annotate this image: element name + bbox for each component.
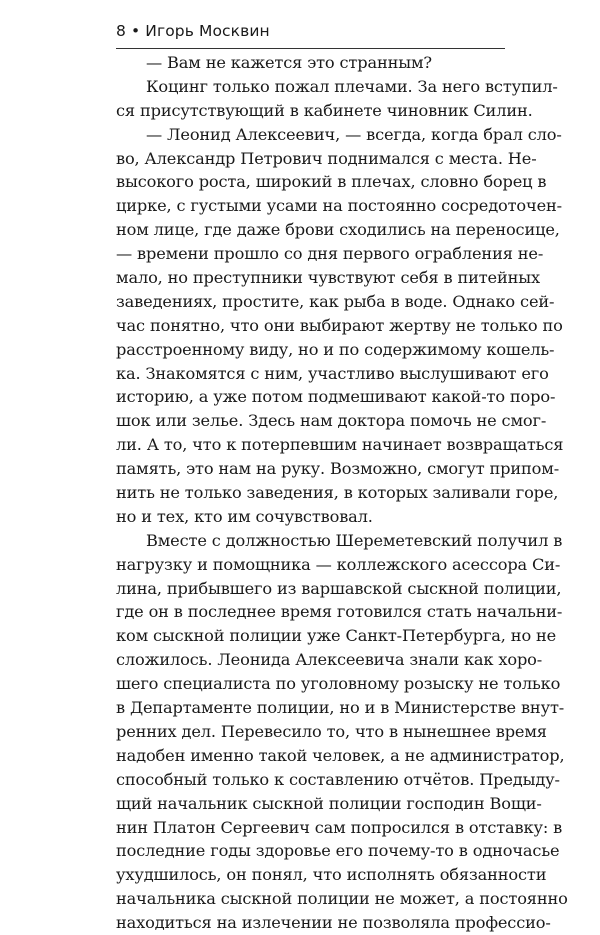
text-line: ухудшилось, он понял, что исполнять обязанности	[116, 865, 547, 885]
text-line: щий начальник сыскной полиции господин Вощи-	[116, 793, 542, 813]
text-line: час понятно, что они выбирают жертву не только по	[116, 315, 563, 335]
body-text	[116, 51, 568, 935]
text-line: находиться на излечении не позволяла профессио-	[116, 913, 551, 933]
text-line: ном лице, где даже брови сходились на переносице,	[116, 220, 560, 240]
text-line: в Департаменте полиции, но и в Министерстве внут-	[116, 698, 565, 718]
text-line: историю, а уже потом подмешивают какой-то порo-	[116, 387, 556, 407]
text-line: Вместе с должностью Шереметевский получил в	[146, 530, 563, 550]
text-line: ли. А то, что к потерпевшим начинает возвращаться	[116, 435, 564, 455]
text-line: нить не только заведения, в которых заливали горе,	[116, 483, 559, 503]
text-line: лина, прибывшего из варшавской сыскной полиции,	[116, 578, 562, 598]
text-line: высокого роста, широкий в плечах, словно борец в	[116, 172, 547, 192]
text-line: Коцинг только пожал плечами. За него вступил-	[146, 76, 558, 96]
text-line: — времени прошло со дня первого ограбления не-	[116, 244, 544, 264]
text-line: шего специалиста по уголовному розыску не только	[116, 674, 561, 694]
text-line: ся присутствующий в кабинете чиновник Силин.	[116, 100, 533, 120]
text-line: мало, но преступники чувствуют себя в питейных	[116, 268, 540, 288]
running-header: 8 • Игорь Москвин	[116, 22, 270, 40]
text-line: ренних дел. Перевесило то, что в нынешнее время	[116, 721, 547, 741]
text-line: последние годы здоровье его почему-то в одночасье	[116, 841, 560, 861]
text-line: ка. Знакомятся с ним, участливо выслушивают его	[116, 363, 549, 383]
text-line: во, Александр Петрович поднимался с места. Не-	[116, 148, 537, 168]
text-line: но и тех, кто им сочувствовал.	[116, 506, 373, 526]
text-line: заведениях, простите, как рыба в воде. Однако сей-	[116, 291, 555, 311]
text-line: сложилось. Леонида Алексеевича знали как хоро-	[116, 650, 543, 670]
text-line: память, это нам на руку. Возможно, смогут припом-	[116, 459, 560, 479]
text-line: нагрузку и помощника — коллежского асессора Си-	[116, 554, 561, 574]
text-line: расстроенному виду, но и по содержимому кошель-	[116, 339, 555, 359]
text-line: цирке, с густыми усами на постоянно сосредоточен-	[116, 196, 562, 216]
text-line: шок или зелье. Здесь нам доктора помочь не смог-	[116, 411, 547, 431]
header-rule	[116, 48, 505, 49]
text-line: способный только к составлению отчётов. Предыду-	[116, 769, 560, 789]
text-line: где он в последнее время готовился стать начальни-	[116, 602, 563, 622]
text-line: ком сыскной полиции уже Санкт-Петербурга, но не	[116, 626, 557, 646]
text-line: начальника сыскной полиции не может, а постоянно	[116, 889, 568, 909]
text-line: надобен именно такой человек, а не администратор,	[116, 745, 565, 765]
text-line: нин Платон Сергеевич сам попросился в отставку: в	[116, 817, 563, 837]
text-line: — Леонид Алексеевич, — всегда, когда брал сло-	[146, 124, 562, 144]
text-line: — Вам не кажется это странным?	[146, 53, 432, 72]
